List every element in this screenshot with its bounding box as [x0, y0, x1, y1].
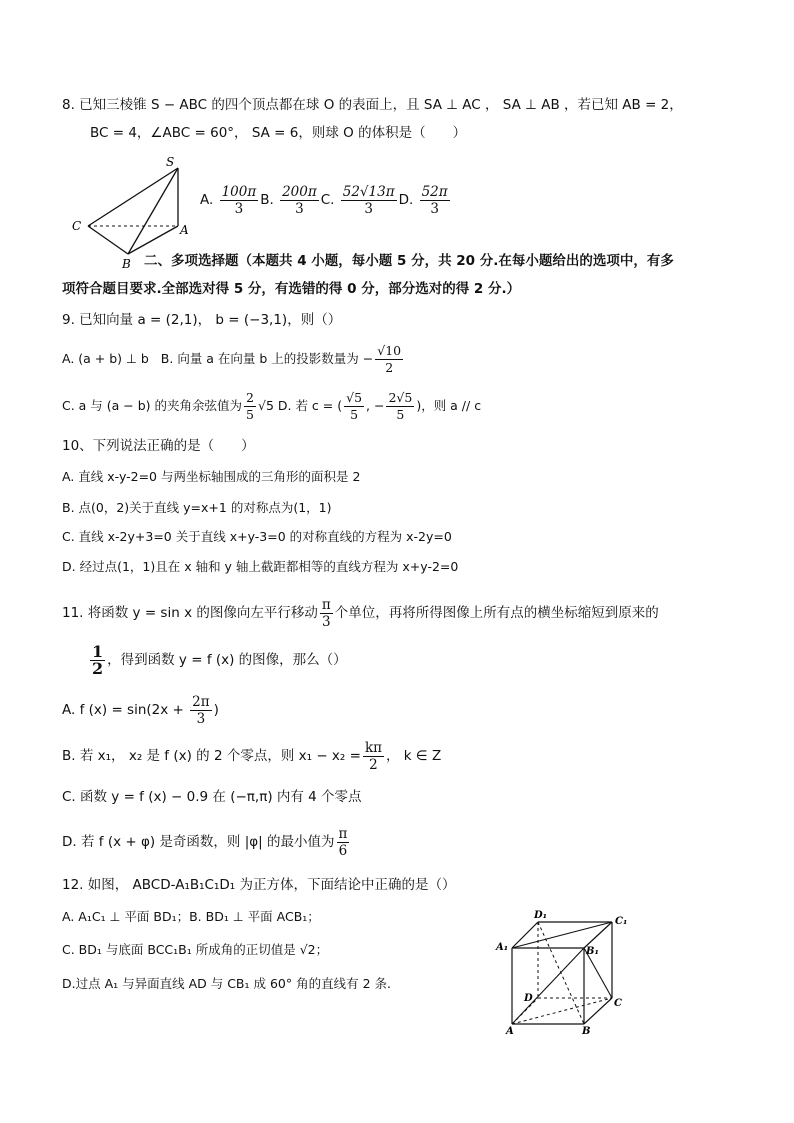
q8-option-c-fraction [341, 184, 397, 217]
q9-option-a: A. (a + b) ⊥ b [62, 351, 149, 366]
q11-stem-fraction [320, 597, 333, 630]
q11-option-d-den: 6 [338, 842, 348, 859]
q8-option-b-fraction [280, 184, 319, 217]
q11-option-d-fraction [337, 826, 350, 859]
q8-option-d-label: D. [398, 192, 414, 208]
label-D: D [524, 993, 533, 1004]
q9-option-b-den: 2 [385, 360, 394, 375]
q9-option-d-tail: )，则 a // c [416, 398, 482, 413]
q11-stem-post: 个单位，再将所得图像上所有点的横坐标缩短到原来的 [334, 605, 659, 621]
label-A1: A₁ [496, 942, 509, 953]
q8-options [200, 182, 452, 218]
label-B: B [122, 257, 131, 270]
q12-stem: 12. 如图， ABCD-A₁B₁C₁D₁ 为正方体，下面结论中正确的是（） [62, 877, 456, 893]
q10-option-c: C. 直线 x-2y+3=0 关于直线 x+y-3=0 的对称直线的方程为 x-2y=0 [62, 529, 452, 544]
q9-option-b-num: √10 [377, 343, 402, 358]
q9-option-c: C. a 与 (a − b) 的夹角余弦值为 [62, 398, 243, 413]
q10-stem: 10、下列说法正确的是（ ） [62, 438, 255, 454]
q11-stem-line2 [88, 642, 347, 678]
q10-option-b: B. 点(0，2)关于直线 y=x+1 的对称点为(1，1) [62, 500, 332, 515]
q11-half-fraction [90, 641, 105, 678]
q9-option-d-mid: , − [366, 398, 385, 413]
q11-option-d-pre: D. 若 f (x + φ) 是奇函数，则 |φ| 的最小值为 [62, 834, 335, 850]
q8-option-d-fraction [420, 184, 450, 217]
q12-cube-figure [494, 906, 634, 1036]
q11-option-b-post: ， k ∈ Z [386, 748, 442, 764]
q9-option-c-fraction [244, 390, 256, 423]
edge-SC [88, 168, 178, 226]
q11-option-d-num: π [338, 825, 348, 842]
q8-stem-line2: BC = 4，∠ABC = 60°， SA = 6，则球 O 的体积是（ ） [90, 125, 467, 141]
q9-option-d-f2-den: 5 [396, 407, 405, 422]
q8-option-a-num: 100π [221, 183, 257, 200]
q10-option-d: D. 经过点(1，1)且在 x 轴和 y 轴上截距都相等的直线方程为 x+y-2=0 [62, 559, 459, 574]
q9-option-c-den: 5 [246, 407, 254, 422]
q9-option-d-f1-num: √5 [346, 390, 363, 405]
q9-option-d: D. 若 c = ( [277, 398, 343, 413]
q8-option-c-den: 3 [364, 200, 373, 217]
q8-stem-line1: 8. 已知三棱锥 S − ABC 的四个顶点都在球 O 的表面上，且 SA ⊥ AC ， SA ⊥ AB ，若已知 AB = 2， [62, 97, 683, 113]
q9-option-b: B. 向量 a 在向量 b 上的投影数量为 − [160, 351, 374, 366]
q11-option-a-fraction [190, 694, 211, 727]
q10-option-a: A. 直线 x-y-2=0 与两坐标轴围成的三角形的面积是 2 [62, 469, 361, 484]
q8-option-d-num: 52π [421, 183, 448, 200]
edge-BC [584, 998, 612, 1024]
q9-option-b-fraction [375, 343, 403, 376]
q8-option-b-label: B. [260, 192, 274, 208]
q11-stem-line2-post: ，得到函数 y = f (x) 的图像，那么（） [107, 652, 347, 668]
q11-option-a-num: 2π [192, 693, 210, 710]
q12-option-c: C. BD₁ 与底面 BCC₁B₁ 所成角的正切值是 √2； [62, 942, 329, 957]
label-B1: B₁ [586, 946, 599, 957]
q11-option-b-num: kπ [364, 739, 382, 756]
q8-option-b-num: 200π [282, 183, 317, 200]
label-D1: D₁ [534, 910, 548, 921]
q9-option-d-fraction1 [344, 390, 364, 423]
label-A: A [180, 223, 189, 237]
q9-option-c-tail: √5 [257, 398, 274, 413]
q12-options-ab: A. A₁C₁ ⊥ 平面 BD₁；B. BD₁ ⊥ 平面 ACB₁； [62, 909, 320, 924]
q11-option-a-pre: A. f (x) = sin(2x + [62, 702, 189, 718]
q11-option-a [62, 692, 219, 728]
label-C: C [614, 998, 622, 1009]
label-B: B [582, 1026, 591, 1036]
label-C1: C₁ [615, 916, 628, 927]
section2-heading-line2: 项符合题目要求.全部选对得 5 分，有选错的得 0 分，部分选对的得 2 分.） [62, 281, 521, 297]
q11-option-d [62, 824, 351, 860]
q11-option-a-den: 3 [196, 710, 206, 727]
q11-half-den: 2 [92, 658, 104, 678]
q9-stem: 9. 已知向量 a = (2,1)， b = (−3,1)，则（） [62, 312, 342, 328]
q8-option-c-label: C. [320, 192, 335, 208]
q12-option-d: D.过点 A₁ 与异面直线 AD 与 CB₁ 成 60° 角的直线有 2 条. [62, 976, 391, 991]
q11-option-a-post: ) [213, 702, 219, 718]
q9-option-c-num: 2 [246, 390, 254, 405]
q11-option-b-fraction [363, 740, 384, 773]
q11-stem-den: 3 [322, 613, 331, 630]
q8-option-a-den: 3 [234, 200, 244, 217]
label-A: A [506, 1026, 514, 1036]
q11-option-c: C. 函数 y = f (x) − 0.9 在 (−π,π) 内有 4 个零点 [62, 789, 362, 805]
q9-options-ab [62, 342, 405, 376]
label-S: S [166, 155, 175, 169]
q8-option-c-num: 52√13π [342, 183, 395, 200]
section2-heading-line1: 二、多项选择题（本题共 4 小题，每小题 5 分，共 20 分.在每小题给出的选项中，有多 [144, 253, 674, 269]
q11-stem-line1 [62, 595, 659, 631]
diag-AB1 [512, 948, 584, 1024]
q8-option-a-label: A. [200, 192, 214, 208]
q9-option-d-fraction2 [386, 390, 414, 423]
q11-option-b [62, 738, 441, 774]
q9-options-cd [62, 388, 481, 424]
q11-option-b-pre: B. 若 x₁， x₂ 是 f (x) 的 2 个零点，则 x₁ − x₂ = [62, 748, 361, 764]
q11-half-num: 1 [92, 641, 104, 661]
label-C: C [72, 219, 82, 233]
diag-A1C1 [512, 922, 612, 948]
q11-option-b-den: 2 [369, 756, 378, 773]
q11-stem-pre: 11. 将函数 y = sin x 的图像向左平行移动 [62, 605, 318, 621]
q9-option-d-f2-num: 2√5 [388, 390, 413, 405]
q8-option-a-fraction [220, 184, 259, 217]
q8-option-d-den: 3 [430, 200, 439, 217]
edge-SB [128, 168, 178, 254]
q8-option-b-den: 3 [295, 200, 304, 217]
q9-option-d-f1-den: 5 [350, 407, 359, 422]
q11-stem-num: π [321, 596, 331, 613]
edge-CB [88, 226, 128, 254]
